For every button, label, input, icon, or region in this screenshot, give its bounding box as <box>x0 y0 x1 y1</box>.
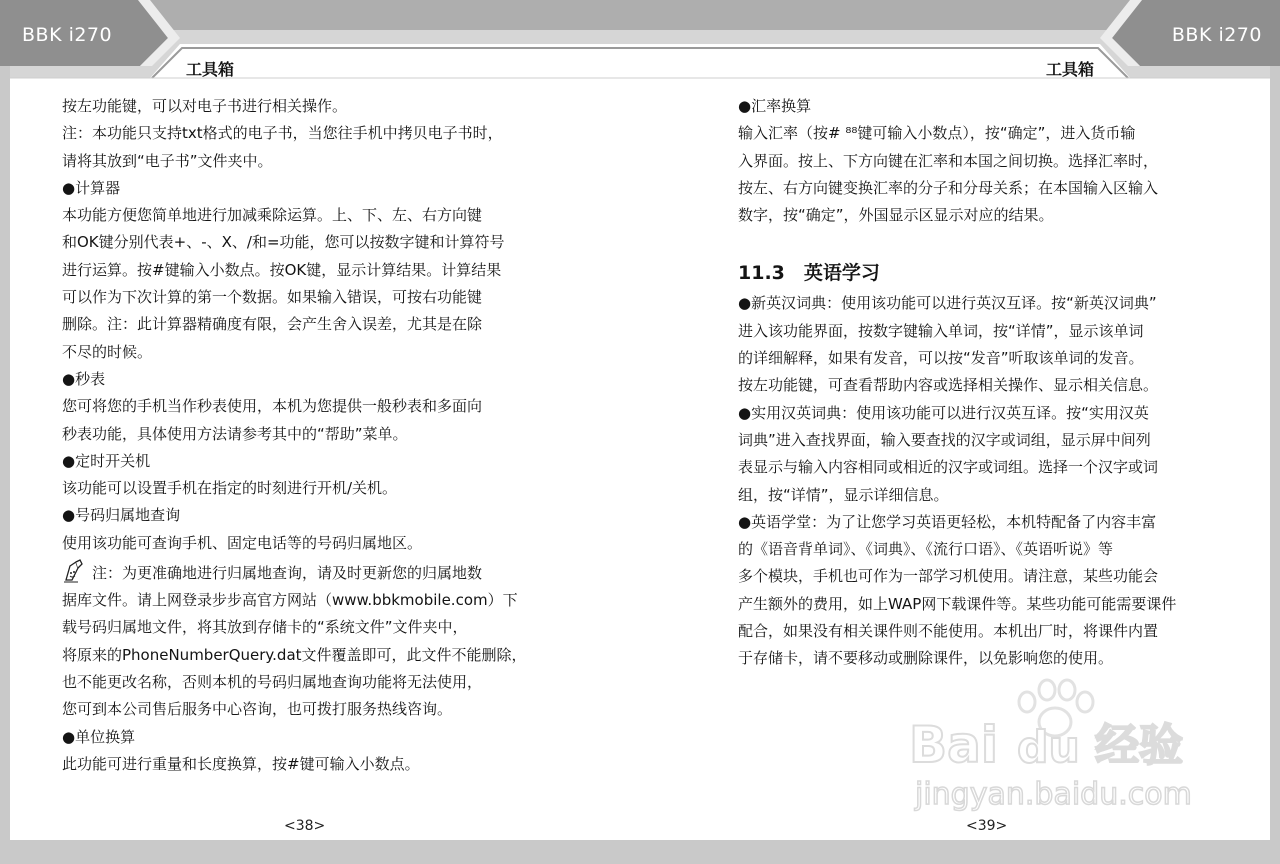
text-line: 秒表功能，具体使用方法请参考其中的“帮助”菜单。 <box>62 424 408 443</box>
text-line: 该功能可以设置手机在指定的时刻进行开机/关机。 <box>62 479 398 498</box>
text-line: 的《语音背单词》、《词典》、《流行口语》、《英语听说》等 <box>738 540 1114 559</box>
text-line: 组，按“详情”，显示详细信息。 <box>738 485 949 504</box>
section-bullet: ●定时开关机 <box>62 451 151 470</box>
brand-right: BBK i270 <box>1171 24 1262 46</box>
section-bullet: ●号码归属地查询 <box>62 506 181 525</box>
section-heading: 11.3 英语学习 <box>738 262 880 285</box>
header-title-left: 工具箱 <box>186 60 235 79</box>
text-line: 入界面。按上、下方向键在汇率和本国之间切换。选择汇率时， <box>738 151 1159 170</box>
text-line: 于存储卡，请不要移动或删除课件，以免影响您的使用。 <box>738 649 1114 668</box>
pencil-note-icon <box>62 558 88 584</box>
note-text: 注：为更准确地进行归属地查询，请及时更新您的归属地数 <box>92 564 483 583</box>
page-number-left: <38> <box>284 818 326 834</box>
text-line: 多个模块，手机也可作为一部学习机使用。请注意，某些功能会 <box>738 567 1159 586</box>
text-line: 据库文件。请上网登录步步高官方网站（www.bbkmobile.com）下 <box>62 591 518 610</box>
text-line: 和OK键分别代表+、-、X、/和=功能，您可以按数字键和计算符号 <box>62 233 505 252</box>
section-bullet: ●计算器 <box>62 178 121 197</box>
text-line: 将原来的PhoneNumberQuery.dat文件覆盖即可，此文件不能删除， <box>62 645 527 664</box>
left-page-text <box>62 93 562 778</box>
text-line: 载号码归属地文件，将其放到存储卡的“系统文件”文件夹中， <box>62 618 468 637</box>
text-line: 的详细解释，如果有发音，可以按“发音”听取该单词的发音。 <box>738 349 1144 368</box>
svg-text:经验: 经验 <box>1095 720 1183 771</box>
text-line: 您可将您的手机当作秒表使用，本机为您提供一般秒表和多面向 <box>62 397 483 416</box>
text-line: 此功能可进行重量和长度换算，按#键可输入小数点。 <box>62 754 420 773</box>
svg-text:jingyan.baidu.com: jingyan.baidu.com <box>915 777 1192 812</box>
svg-text:Bai: Bai <box>909 716 998 774</box>
text-line: 输入汇率（按# ⁸⁸键可输入小数点），按“确定”，进入货币输 <box>738 124 1136 143</box>
text-line: 使用该功能可查询手机、固定电话等的号码归属地区。 <box>62 533 423 552</box>
section-bullet: ●实用汉英词典：使用该功能可以进行汉英互译。按“实用汉英 <box>738 403 1149 422</box>
text-line: 注：本功能只支持txt格式的电子书，当您往手机中拷贝电子书时， <box>62 124 503 143</box>
baidu-jingyan-watermark <box>905 676 1205 816</box>
page-number-right: <39> <box>966 818 1008 834</box>
text-line: 删除。注：此计算器精确度有限，会产生舍入误差，尤其是在除 <box>62 315 483 334</box>
spacer <box>738 229 1238 256</box>
svg-text:du: du <box>1017 722 1080 773</box>
text-line: 表显示与输入内容相同或相近的汉字或词组。选择一个汉字或词 <box>738 458 1159 477</box>
text-line: 也不能更改名称，否则本机的号码归属地查询功能将无法使用， <box>62 672 483 691</box>
right-page-text <box>738 93 1238 673</box>
brand-left: BBK i270 <box>22 24 113 46</box>
text-line: 本功能方便您简单地进行加减乘除运算。上、下、左、右方向键 <box>62 206 483 225</box>
note-line <box>62 557 562 587</box>
text-line: 进行运算。按#键输入小数点。按OK键，显示计算结果。计算结果 <box>62 260 502 279</box>
section-bullet: ●英语学堂：为了让您学习英语更轻松，本机特配备了内容丰富 <box>738 512 1157 531</box>
text-line: 请将其放到“电子书”文件夹中。 <box>62 151 273 170</box>
text-line: 您可到本公司售后服务中心咨询，也可拨打服务热线咨询。 <box>62 700 453 719</box>
text-line: 按左、右方向键变换汇率的分子和分母关系；在本国输入区输入 <box>738 178 1159 197</box>
text-line: 产生额外的费用，如上WAP网下载课件等。某些功能可能需要课件 <box>738 594 1177 613</box>
text-line: 配合，如果没有相关课件则不能使用。本机出厂时，将课件内置 <box>738 622 1159 641</box>
text-line: 词典”进入查找界面，输入要查找的汉字或词组，显示屏中间列 <box>738 430 1151 449</box>
section-bullet: ●新英汉词典：使用该功能可以进行英汉互译。按“新英汉词典” <box>738 294 1157 313</box>
text-line: 进入该功能界面，按数字键输入单词，按“详情”，显示该单词 <box>738 321 1144 340</box>
header-title-right: 工具箱 <box>1046 60 1095 79</box>
section-bullet: ●秒表 <box>62 369 106 388</box>
text-line: 按左功能键，可以对电子书进行相关操作。 <box>62 97 348 115</box>
section-bullet: ●单位换算 <box>62 727 136 746</box>
text-line: 可以作为下次计算的第一个数据。如果输入错误，可按右功能键 <box>62 288 483 307</box>
section-bullet: ●汇率换算 <box>738 97 812 115</box>
text-line: 不尽的时候。 <box>62 342 153 361</box>
text-line: 按左功能键，可查看帮助内容或选择相关操作、显示相关信息。 <box>738 376 1159 395</box>
text-line: 数字，按“确定”，外国显示区显示对应的结果。 <box>738 206 1054 225</box>
